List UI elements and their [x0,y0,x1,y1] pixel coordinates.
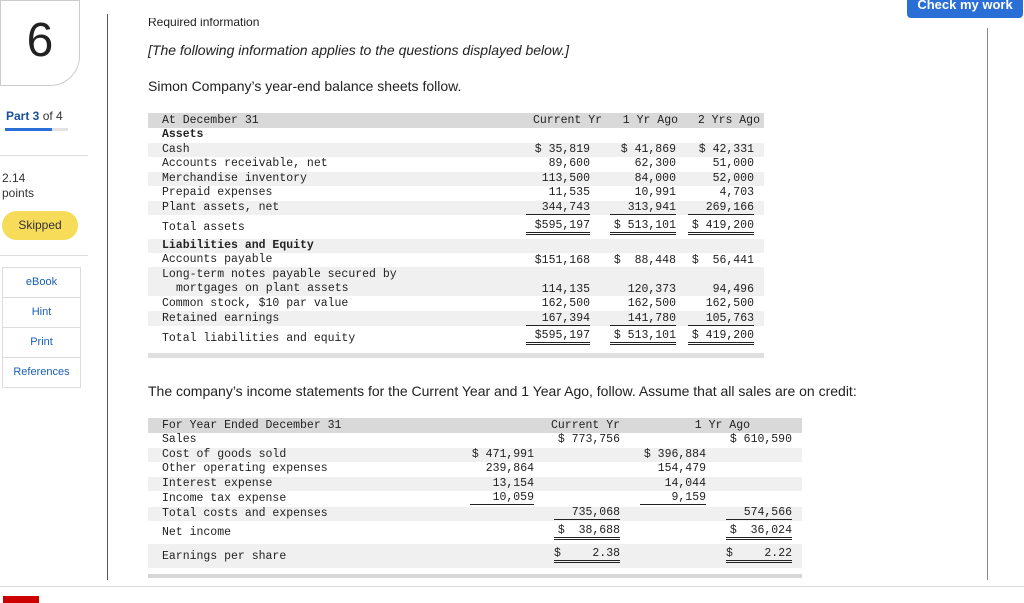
table-header-label: For Year Ended December 31 [162,419,342,432]
table-cell: $151,168 [534,254,590,267]
ebook-link[interactable]: eBook [3,268,80,298]
table-cell: 114,135 [541,283,590,296]
question-number: 6 [0,0,80,86]
table-row-label: Total assets [162,221,245,234]
table-cell: 13,154 [492,477,534,490]
points-label: points [2,186,35,200]
content-left-border [107,14,108,580]
sidebar-divider [0,255,88,256]
table-cell: 84,000 [634,172,676,185]
table-row-label: Retained earnings [162,312,280,325]
table-cell: 154,479 [657,462,706,475]
content-right-border [987,28,988,580]
table-cell: 10,991 [634,186,676,199]
column-header: 1 Yr Ago [694,419,750,432]
table-cell: 89,600 [548,157,590,170]
table-row-label: Net income [162,526,232,539]
table-cell: 52,000 [712,172,754,185]
table-cell: $ 41,869 [620,143,676,156]
table-footer-bar [148,574,802,578]
table-cell: 141,780 [610,312,676,326]
table-cell: $ 513,101 [610,329,676,345]
question-sidebar [0,0,107,603]
table-cell: 239,864 [485,462,534,475]
column-header: Current Yr [550,419,620,432]
table-cell: $ 38,688 [554,524,620,540]
part-indicator [6,109,63,123]
table-cell: $ 56,441 [691,254,754,267]
table-cell: $ 419,200 [688,219,754,235]
table-row-label: Interest expense [162,477,273,490]
points-value: 2.14 [2,171,26,185]
footer-divider [0,586,1024,587]
part-progress-fill [5,128,52,131]
table-cell: $ 513,101 [610,219,676,235]
eps-dollar: $ [726,547,733,560]
status-badge: Skipped [2,211,78,240]
resources-panel [2,267,81,388]
table-row-label: Cash [162,143,190,156]
table-row-label: Total liabilities and equity [162,332,356,345]
table-row-label: Other operating expenses [162,462,328,475]
table-cell: $595,197 [526,219,590,235]
table-cell: 105,763 [688,312,754,326]
column-header: 1 Yr Ago [622,114,678,127]
table-row-label: Prepaid expenses [162,186,273,199]
table-row-label: Total costs and expenses [162,507,328,520]
part-label: Part 3 [6,109,40,123]
table-cell: $ 88,448 [613,254,676,267]
table-cell: 735,068 [554,506,620,520]
table-cell: $ 35,819 [534,143,590,156]
table-cell: 313,941 [610,201,676,215]
table-cell: 14,044 [664,477,706,490]
table-cell: $ 36,024 [726,524,792,540]
column-header: Current Yr [532,114,602,127]
intro-text: [The following information applies to the questions displayed below.] [148,42,570,58]
table-cell: 11,535 [548,186,590,199]
liabilities-heading: Liabilities and Equity [162,239,314,252]
table-row-label: Accounts receivable, net [162,157,328,170]
table-cell: 162,500 [627,297,676,310]
table-row-label: Long-term notes payable secured by [162,268,397,281]
table-cell: 574,566 [726,506,792,520]
hint-link[interactable]: Hint [3,298,80,328]
table-row-label: Plant assets, net [162,201,280,214]
table-header-label: At December 31 [162,114,259,127]
table-row-label: Earnings per share [162,550,287,563]
table-cell: 10,059 [470,491,534,505]
table-cell: 2.38 [592,547,620,560]
table-cell: $595,197 [526,329,590,345]
column-header: 2 Yrs Ago [697,114,760,127]
table-cell: 120,373 [627,283,676,296]
sidebar-divider [0,155,88,156]
table-cell: 162,500 [541,297,590,310]
eps-dollar: $ [554,547,561,560]
assets-heading: Assets [162,128,204,141]
income-intro-text: The company’s income statements for the Current Year and 1 Year Ago, follow. Assume that all sales are on credit: [148,383,857,399]
required-information-heading: Required information [148,18,260,28]
table-row-label: mortgages on plant assets [176,282,349,295]
brand-logo [3,596,39,603]
balance-sheet-table [148,113,764,360]
table-row-label: Common stock, $10 par value [162,297,349,310]
table-cell: 51,000 [712,157,754,170]
table-cell: 62,300 [634,157,676,170]
table-row-label: Merchandise inventory [162,172,307,185]
table-row-label: Accounts payable [162,253,273,266]
table-cell: 9,159 [640,491,706,505]
table-cell: 167,394 [526,312,590,326]
company-text: Simon Company’s year-end balance sheets follow. [148,78,462,94]
table-cell: 269,166 [688,201,754,215]
table-cell: 2.22 [764,547,792,560]
table-cell: 162,500 [705,297,754,310]
part-of-label: of 4 [42,109,63,123]
table-row-label: Income tax expense [162,492,287,505]
table-cell: 94,496 [712,283,754,296]
table-row-label: Sales [162,433,197,446]
table-cell: $ 42,331 [698,143,754,156]
table-cell: $ 419,200 [688,329,754,345]
income-statement-table [148,418,802,574]
table-cell: $ 773,756 [557,433,620,446]
table-cell: $ 610,590 [729,433,792,446]
points-info [2,171,34,201]
table-footer-bar [148,353,764,358]
print-link[interactable]: Print [3,328,80,358]
table-row-label: Cost of goods sold [162,448,287,461]
table-cell: $ 471,991 [471,448,534,461]
table-cell: $ 396,884 [643,448,706,461]
part-progress-bar [5,128,68,131]
references-link[interactable]: References [13,366,70,378]
table-cell: 113,500 [541,172,590,185]
table-cell: 344,743 [526,201,590,215]
table-cell: 4,703 [719,186,754,199]
check-my-work-button[interactable]: Check my work [907,0,1023,18]
